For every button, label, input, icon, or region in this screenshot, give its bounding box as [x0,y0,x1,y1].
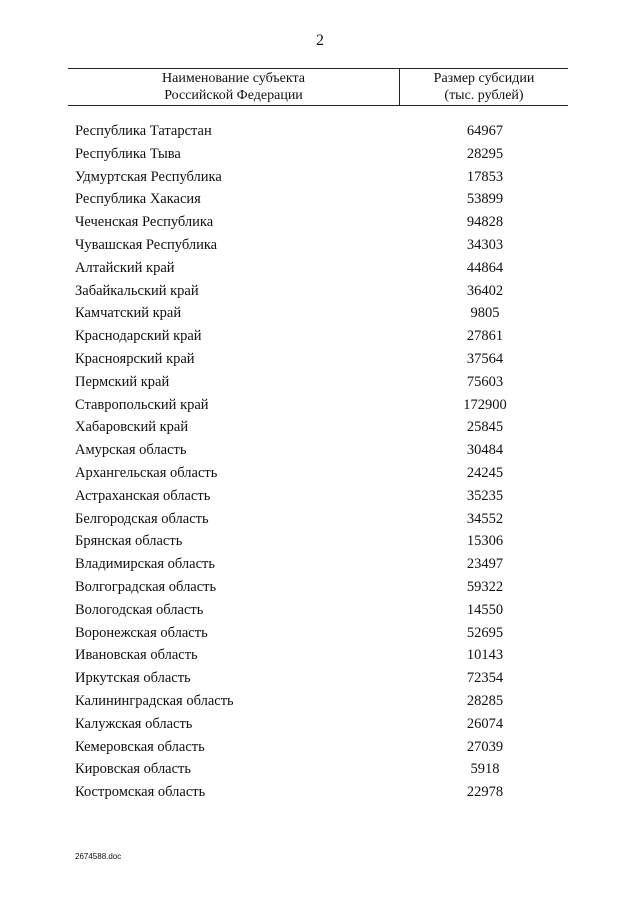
region-name: Ставропольский край [75,396,209,413]
table-row [0,416,640,439]
subsidy-value: 34552 [466,510,504,527]
table-row [0,120,640,143]
table-row [0,394,640,417]
subsidy-value: 28295 [466,145,504,162]
table-row [0,644,640,667]
region-name: Владимирская область [75,556,215,573]
region-name: Чувашская Республика [75,236,218,253]
page-number: 2 [316,32,324,49]
subsidy-value: 10143 [466,647,504,664]
subsidy-value: 37564 [466,350,504,367]
table-row [0,690,640,713]
subsidy-value: 24245 [466,464,504,481]
header-region-name [68,69,399,105]
region-name: Красноярский край [75,350,195,367]
region-name: Краснодарский край [75,328,202,345]
region-name: Воронежская область [75,624,208,641]
subsidy-value: 23497 [466,556,504,573]
region-name: Костромская область [75,784,206,801]
table-row [0,781,640,804]
region-name: Волгоградская область [75,578,217,595]
region-name: Алтайский край [75,259,175,276]
table-row [0,736,640,759]
table-row [0,599,640,622]
subsidy-value: 25845 [466,419,504,436]
table-row [0,234,640,257]
table-row [0,758,640,781]
table-row [0,302,640,325]
table-row [0,348,640,371]
region-name: Камчатский край [75,305,182,322]
subsidy-value: 64967 [466,123,504,139]
subsidy-value: 14550 [466,601,504,618]
header-region-line2: Российской Федерации [164,88,303,103]
subsidy-value: 5918 [470,761,500,778]
region-name: Республика Тыва [75,145,181,162]
region-name: Чеченская Республика [75,214,214,231]
subsidy-value: 35235 [466,487,504,504]
region-name: Амурская область [75,442,187,459]
subsidy-value: 44864 [466,259,504,276]
region-name: Кемеровская область [75,738,205,755]
region-name: Астраханская область [75,487,211,504]
region-name: Вологодская область [75,601,204,618]
table-row [0,371,640,394]
table-row [0,508,640,531]
subsidy-value: 26074 [466,715,504,732]
subsidy-value: 172900 [463,396,507,413]
subsidy-value: 75603 [466,373,504,390]
region-name: Кировская область [75,761,192,778]
header-subsidy-line2: (тыс. рублей) [444,88,524,103]
table-row [0,462,640,485]
region-name: Республика Хакасия [75,191,201,208]
subsidy-value: 30484 [466,442,504,459]
region-name: Ивановская область [75,647,198,664]
table-row [0,280,640,303]
table-row [0,667,640,690]
table-row [0,143,640,166]
table-row [0,713,640,736]
subsidy-value: 94828 [466,214,504,231]
table-row [0,439,640,462]
subsidy-value: 72354 [466,670,504,687]
table-row [0,553,640,576]
subsidy-value: 17853 [466,168,504,185]
region-name: Пермский край [75,373,170,390]
subsidy-value: 27861 [466,328,504,345]
subsidy-value: 28285 [466,692,504,709]
region-name: Архангельская область [75,464,218,481]
region-name: Белгородская область [75,510,209,527]
table-header [68,68,568,106]
region-name: Калужская область [75,715,193,732]
subsidy-value: 59322 [466,578,504,595]
table-row [0,576,640,599]
table-row [0,622,640,645]
subsidy-value: 36402 [466,282,504,299]
header-subsidy-line1: Размер субсидии [433,71,535,86]
region-name: Удмуртская Республика [75,168,222,185]
table-row [0,211,640,234]
header-region-line1: Наименование субъекта [162,71,305,86]
region-name: Брянская область [75,533,183,550]
subsidy-value: 53899 [466,191,504,208]
region-name: Забайкальский край [75,282,199,299]
subsidy-value: 27039 [466,738,504,755]
region-name: Хабаровский край [75,419,189,436]
subsidy-value: 22978 [466,784,504,801]
subsidy-value: 15306 [466,533,504,550]
table-row [0,188,640,211]
subsidy-value: 52695 [466,624,504,641]
subsidy-value: 34303 [466,236,504,253]
table-row [0,485,640,508]
region-name: Калининградская область [75,692,234,709]
table-row [0,325,640,348]
region-name: Иркутская область [75,670,191,687]
subsidy-value: 9805 [470,305,500,322]
table-row [0,257,640,280]
table-row [0,166,640,189]
region-name: Республика Татарстан [75,123,212,139]
document-filename: 2674588.doc [75,852,122,861]
header-subsidy-amount [399,69,568,105]
table-row [0,530,640,553]
subsidy-table-body [0,120,640,804]
